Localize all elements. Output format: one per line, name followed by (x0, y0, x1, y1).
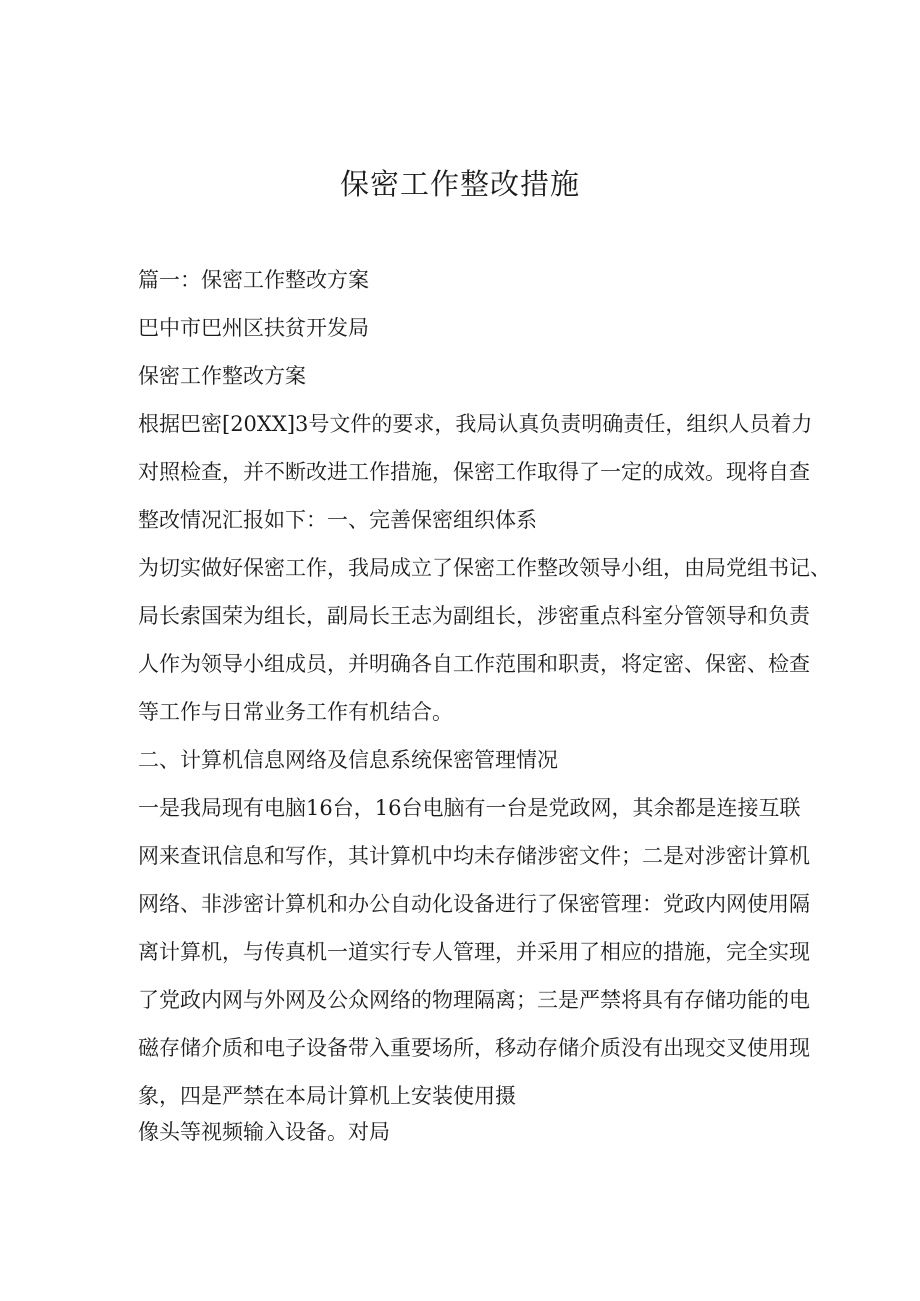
text-line: 巴中市巴州区扶贫开发局 (138, 316, 369, 340)
text-line: 整改情况汇报如下：一、完善保密组织体系 (138, 508, 537, 532)
text-line: 二、计算机信息网络及信息系统保密管理情况 (138, 748, 558, 772)
text-line: 根据巴密[20XX]3号文件的要求，我局认真负责明确责任，组织人员着力 (138, 412, 813, 436)
text-line: 人作为领导小组成员，并明确各自工作范围和职责，将定密、保密、检查 (138, 652, 810, 676)
text-line: 等工作与日常业务工作有机结合。 (138, 700, 453, 724)
text-line: 像头等视频输入设备。对局 (138, 1120, 390, 1144)
text-line: 对照检查，并不断改进工作措施，保密工作取得了一定的成效。现将自查 (138, 460, 810, 484)
text-line: 离计算机，与传真机一道实行专人管理，并采用了相应的措施，完全实现 (138, 940, 810, 964)
text-line: 象，四是严禁在本局计算机上安装使用摄 (138, 1084, 516, 1108)
text-line: 网来查讯信息和写作，其计算机中均未存储涉密文件；二是对涉密计算机 (138, 844, 810, 868)
text-line: 为切实做好保密工作，我局成立了保密工作整改领导小组，由局党组书记、 (138, 556, 831, 580)
text-line: 了党政内网与外网及公众网络的物理隔离；三是严禁将具有存储功能的电 (138, 988, 810, 1012)
document-title: 保密工作整改措施 (339, 167, 580, 201)
text-line: 局长索国荣为组长，副局长王志为副组长，涉密重点科室分管领导和负责 (138, 604, 810, 628)
text-line: 篇一：保密工作整改方案 (138, 268, 369, 292)
text-line: 网络、非涉密计算机和办公自动化设备进行了保密管理：党政内网使用隔 (138, 892, 810, 916)
text-line: 保密工作整改方案 (138, 364, 306, 388)
text-line: 磁存储介质和电子设备带入重要场所，移动存储介质没有出现交叉使用现 (138, 1036, 810, 1060)
text-line: 一是我局现有电脑16台，16台电脑有一台是党政网，其余都是连接互联 (138, 796, 801, 820)
